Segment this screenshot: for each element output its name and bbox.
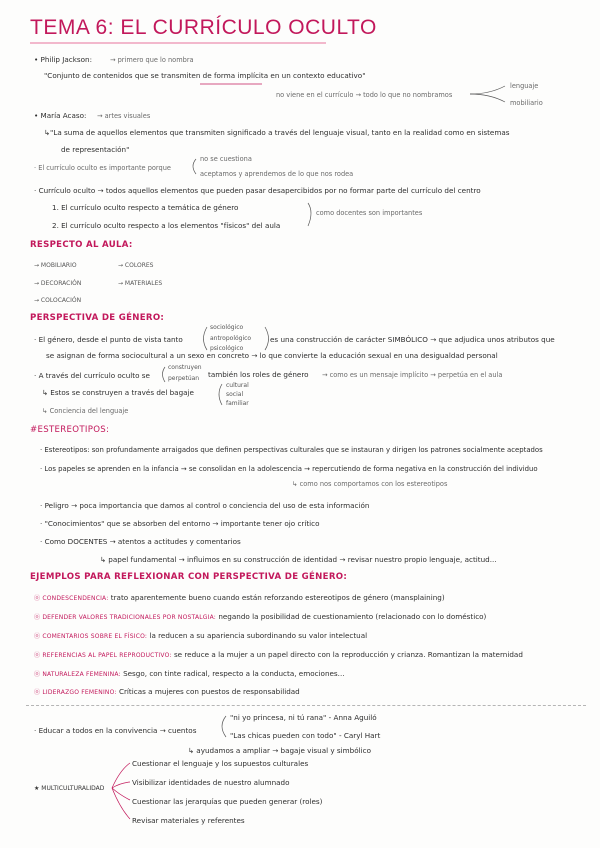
ejemplo-label: ⓪ CONDESCENDENCIA: xyxy=(34,595,109,602)
genero-heading: PERSPECTIVA DE GÉNERO: xyxy=(30,313,165,323)
importance-text: · El currículo oculto es importante porque xyxy=(34,164,171,172)
aula-item-decoracion: → DECORACIÓN xyxy=(34,280,82,287)
jackson-quote: "Conjunto de contenidos que se transmiten de forma implícita en un contexto educativo" xyxy=(44,71,366,80)
ejemplo-text: se reduce a la mujer a un papel directo con la reproducción y crianza. Romantizan la maternidad xyxy=(173,650,523,659)
genero-p3: ↳ Estos se construyen a través del bagaje xyxy=(42,388,194,397)
genero-branch-psicologico: psicológico xyxy=(210,345,244,352)
aula-heading: RESPECTO AL AULA: xyxy=(30,240,133,250)
genero-p4: ↳ Conciencia del lenguaje xyxy=(42,407,129,415)
estereotipos-line3: · Peligro → poca importancia que damos al control o conciencia del uso de esta información xyxy=(40,501,370,510)
definition-text: · Currículo oculto → todos aquellos elementos que pueden pasar desapercibidos por no formar parte del currículo del centro xyxy=(34,186,481,195)
multi-label: ★ MULTICULTURALIDAD xyxy=(34,785,105,792)
jackson-note: → primero que lo nombra xyxy=(110,56,194,64)
page-title: TEMA 6: EL CURRÍCULO OCULTO xyxy=(30,16,377,39)
acaso-name: • María Acaso: xyxy=(34,111,87,120)
aula-item-colocacion: → COLOCACIÓN xyxy=(34,297,82,304)
educar-quote2: "Las chicas pueden con todo" - Caryl Hart xyxy=(230,731,381,740)
aula-item-materiales: → MATERIALES xyxy=(118,280,163,287)
estereotipos-line1: · Estereotipos: son profundamente arraigados que definen perspectivas culturales que se instauran y dirigen los patrones socialmente aceptados xyxy=(40,446,543,454)
educar-text: · Educar a todos en la convivencia → cuentos xyxy=(34,726,197,735)
estereotipos-line5: · Como DOCENTES → atentos a actitudes y comentarios xyxy=(40,537,241,546)
ejemplo-text: trato aparentemente bueno cuando están reforzando estereotipos de género (mansplaining) xyxy=(110,593,445,602)
ejemplo-text: negando la posibilidad de cuestionamiento (relacionado con lo doméstico) xyxy=(218,612,487,621)
genero-branch-sociologico: sociológico xyxy=(210,324,244,331)
definition-item1: 1. El currículo oculto respecto a temática de género xyxy=(52,203,239,212)
ejemplo-text: Sesgo, con tinte radical, respecto a la conducta, emociones... xyxy=(123,669,345,678)
genero-bagaje-familiar: familiar xyxy=(226,400,249,407)
estereotipos-line6: ↳ papel fundamental → influimos en su construcción de identidad → revisar nuestro propio lenguaje, actitud... xyxy=(100,555,497,564)
genero-p2-roles: también los roles de género xyxy=(208,370,309,379)
multi-item: Cuestionar las jerarquías que pueden generar (roles) xyxy=(132,797,323,806)
estereotipos-line2-note: ↳ como nos comportamos con los estereotipos xyxy=(292,480,448,488)
importance-option2: aceptamos y aprendemos de lo que nos rodea xyxy=(200,170,354,178)
ejemplo-label: ⓪ LIDERAZGO FEMENINO: xyxy=(34,689,117,696)
definition-item2: 2. El currículo oculto respecto a los elementos "físicos" del aula xyxy=(52,221,281,230)
genero-p1-line2: se asignan de forma sociocultural a un sexo en concreto → lo que convierte la educación sexual en una desigualdad personal xyxy=(46,351,498,360)
acaso-def-line2: de representación" xyxy=(61,145,130,154)
genero-p2-implicito: → como es un mensaje implícito → perpetúa en el aula xyxy=(322,371,503,379)
genero-construyen: construyen xyxy=(168,364,202,371)
jackson-branch-mobiliario: mobiliario xyxy=(510,99,543,107)
acaso-note: → artes visuales xyxy=(97,112,151,120)
genero-branch-antropologico: antropológico xyxy=(210,335,252,342)
aula-item-mobiliario: → MOBILIARIO xyxy=(34,262,77,269)
multi-item: Visibilizar identidades de nuestro alumnado xyxy=(132,778,290,787)
jackson-branch-lenguaje: lenguaje xyxy=(510,82,539,90)
estereotipos-line2: · Los papeles se aprenden en la infancia → se consolidan en la adolescencia → repercutiendo de forma negativa en la construcción del individuo xyxy=(40,465,538,473)
ejemplo-label: ⓪ REFERENCIAS AL PAPEL REPRODUCTIVO: xyxy=(34,652,172,659)
ejemplo-label: ⓪ DEFENDER VALORES TRADICIONALES POR NOSTALGIA: xyxy=(34,614,217,621)
ejemplo-text: la reducen a su apariencia subordinando su valor intelectual xyxy=(149,631,368,640)
importance-option1: no se cuestiona xyxy=(200,155,252,163)
estereotipos-heading: #ESTEREOTIPOS: xyxy=(30,425,110,435)
estereotipos-line4: · "Conocimientos" que se absorben del entorno → importante tener ojo crítico xyxy=(40,519,320,528)
genero-p1-end: es una construcción de carácter SIMBÓLICO → que adjudica unos atributos que xyxy=(270,335,555,344)
genero-p2-start: · A través del currículo oculto se xyxy=(34,371,150,380)
ejemplo-label: ⓪ NATURALEZA FEMENINA: xyxy=(34,671,121,678)
genero-bagaje-cultural: cultural xyxy=(226,382,249,389)
aula-item-colores: → COLORES xyxy=(118,262,154,269)
genero-p1-start: · El género, desde el punto de vista tanto xyxy=(34,335,183,344)
multi-item: Cuestionar el lenguaje y los supuestos culturales xyxy=(132,759,309,768)
genero-bagaje-social: social xyxy=(226,391,244,398)
definition-aside: como docentes son importantes xyxy=(316,209,423,217)
ejemplos-heading: EJEMPLOS PARA REFLEXIONAR CON PERSPECTIVA DE GÉNERO: xyxy=(30,572,348,582)
multi-item: Revisar materiales y referentes xyxy=(132,816,245,825)
jackson-name: • Philip Jackson: xyxy=(34,55,93,64)
jackson-sub: no viene en el currículo → todo lo que no nombramos xyxy=(276,91,453,99)
ejemplo-text: Críticas a mujeres con puestos de responsabilidad xyxy=(118,687,300,696)
acaso-def-line1: ↳"La suma de aquellos elementos que transmiten significado a través del lenguaje visual, tanto en la realidad como en sistemas xyxy=(44,128,510,137)
ejemplo-label: ⓪ COMENTARIOS SOBRE EL FÍSICO: xyxy=(34,633,148,640)
genero-perpetuan: perpetúan xyxy=(168,375,200,382)
educar-help: ↳ ayudamos a ampliar → bagaje visual y simbólico xyxy=(188,746,371,755)
educar-quote1: "ni yo princesa, ni tú rana" - Anna Aguiló xyxy=(230,713,377,722)
